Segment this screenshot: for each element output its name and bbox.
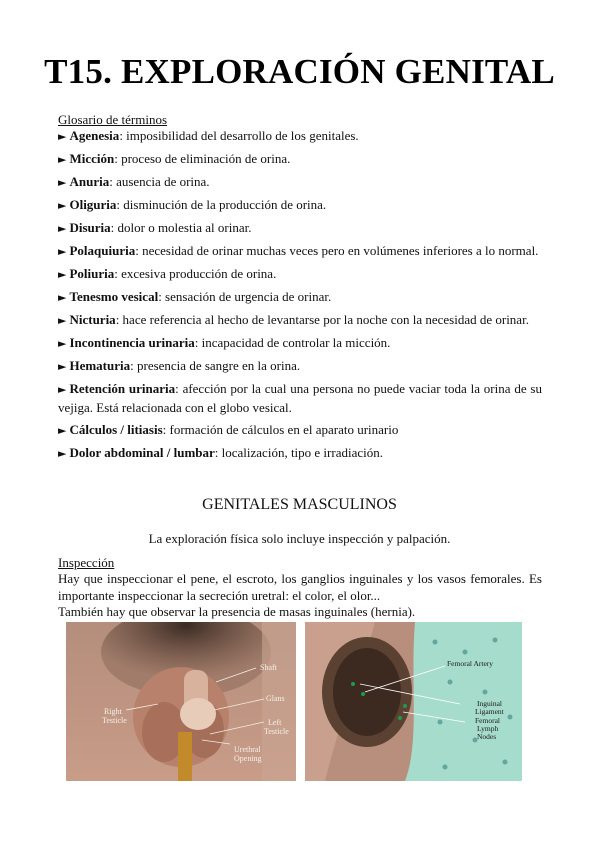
- urethral-opening-label-2: Opening: [234, 754, 262, 763]
- glossary-term: Hematuria: [69, 358, 131, 373]
- arrow-icon: ►: [58, 176, 67, 189]
- glossary-definition: : necesidad de orinar muchas veces pero en volúmenes inferiores a lo normal.: [135, 243, 539, 258]
- arrow-icon: ►: [58, 245, 67, 258]
- glossary-item: [58, 311, 542, 330]
- arrow-icon: ►: [58, 337, 67, 350]
- arrow-icon: ►: [58, 446, 67, 460]
- glossary-definition: : proceso de eliminación de orina.: [114, 151, 291, 166]
- arrow-icon: ►: [58, 153, 67, 166]
- glossary-definition: : ausencia de orina.: [109, 174, 210, 189]
- glossary-term: Oliguria: [69, 197, 117, 212]
- inguinal-region-photo: [305, 622, 522, 781]
- glossary-heading: Glosario de términos: [58, 112, 168, 127]
- shaft-label: Shaft: [260, 663, 277, 672]
- arrow-icon: ►: [58, 423, 67, 437]
- femoral-lymph-nodes-label: Femoral: [475, 716, 500, 725]
- glossary-term: Anuria: [69, 174, 110, 189]
- inguinal-ligament-label-2: Ligament: [475, 707, 504, 716]
- glossary-term: Micción: [69, 151, 115, 166]
- femoral-lymph-nodes-label-2: Lymph: [477, 724, 499, 733]
- glossary-definition: : presencia de sangre en la orina.: [130, 358, 301, 373]
- glossary-definition: : afección por la cual una persona no puede vaciar toda la orina de su vejiga. Está relacionada con el globo vesical.: [58, 381, 542, 415]
- right-testicle-label-2: Testicle: [102, 716, 127, 725]
- femoral-artery-label: Femoral Artery: [447, 659, 494, 668]
- glossary-item: [58, 127, 542, 146]
- glossary-item: [58, 334, 542, 353]
- arrow-icon: ►: [58, 291, 67, 304]
- male-genitalia-photo: [66, 622, 296, 781]
- glossary-term: Agenesia: [69, 128, 120, 143]
- inspection-line: Hay que inspeccionar el pene, el escroto, los ganglios inguinales y los vasos femorales. Es importante inspeccionar la secreción uretral: el color, el olor...: [58, 571, 542, 603]
- arrow-icon: ►: [58, 130, 67, 143]
- inspection-heading: Inspección: [58, 555, 115, 570]
- inspection-line: También hay que observar la presencia de masas inguinales (hernia).: [58, 604, 416, 619]
- glossary-item: [58, 150, 542, 169]
- glossary-term: Retención urinaria: [69, 381, 176, 396]
- glossary-item: [58, 196, 542, 215]
- glossary-definition: : disminución de la producción de orina.: [116, 197, 327, 212]
- arrow-icon: ►: [58, 383, 67, 396]
- glossary-term: Poliuria: [69, 266, 115, 281]
- glossary-definition: : localización, tipo e irradiación.: [214, 444, 383, 460]
- glossary-definition: : hace referencia al hecho de levantarse por la noche con la necesidad de orinar.: [115, 312, 529, 327]
- glossary-definition: : excesiva producción de orina.: [114, 266, 277, 281]
- arrow-icon: ►: [58, 222, 67, 235]
- glossary-item: [58, 357, 542, 376]
- glossary-definition: : dolor o molestia al orinar.: [110, 220, 252, 235]
- left-testicle-label-2: Testicle: [264, 727, 289, 736]
- urethral-opening-label: Urethral: [234, 745, 261, 754]
- femoral-lymph-nodes-label-3: Nodes: [477, 732, 497, 741]
- glossary-term: Nicturia: [69, 312, 116, 327]
- glossary-item: [58, 444, 542, 463]
- glossary-term: Incontinencia urinaria: [69, 335, 195, 350]
- inguinal-ligament-label: Inguinal: [477, 699, 502, 708]
- glossary-term: Dolor abdominal / lumbar: [69, 444, 215, 460]
- glossary-term: Disuria: [69, 220, 111, 235]
- glossary-item: [58, 288, 542, 307]
- glossary-item: [58, 265, 542, 284]
- arrow-icon: ►: [58, 314, 67, 327]
- section-heading: GENITALES MASCULINOS: [202, 496, 397, 513]
- glossary-definition: : incapacidad de controlar la micción.: [194, 335, 391, 350]
- right-testicle-label: Right: [104, 707, 122, 716]
- page-title: T15. EXPLORACIÓN GENITAL: [44, 52, 555, 91]
- inspection-paragraph: [58, 571, 542, 621]
- glossary-list: [58, 127, 542, 467]
- glossary-item: [58, 380, 542, 416]
- arrow-icon: ►: [58, 199, 67, 212]
- glossary-definition: : imposibilidad del desarrollo de los genitales.: [119, 128, 359, 143]
- glossary-item: [58, 219, 542, 238]
- left-testicle-label: Left: [268, 718, 282, 727]
- glans-label: Glans: [266, 694, 285, 703]
- intro-paragraph: La exploración física solo incluye inspección y palpación.: [148, 531, 451, 546]
- arrow-icon: ►: [58, 360, 67, 373]
- glossary-definition: : sensación de urgencia de orinar.: [158, 289, 332, 304]
- glossary-item: [58, 173, 542, 192]
- glossary-term: Tenesmo vesical: [69, 289, 159, 304]
- glossary-item: [58, 421, 542, 440]
- glossary-item: [58, 242, 542, 261]
- arrow-icon: ►: [58, 268, 67, 281]
- glossary-definition: : formación de cálculos en el aparato urinario: [162, 421, 399, 437]
- glossary-term: Cálculos / litiasis: [69, 421, 163, 437]
- glossary-term: Polaquiuria: [69, 243, 136, 258]
